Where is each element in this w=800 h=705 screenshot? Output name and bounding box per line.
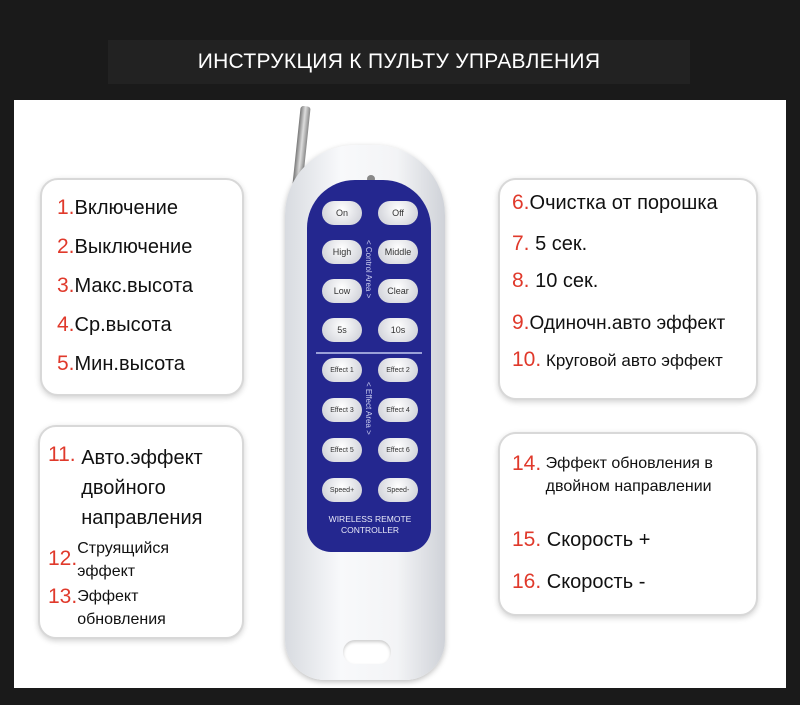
legend-item: 15. Скорость + bbox=[512, 528, 651, 551]
remote-button-speed-plus[interactable]: Speed+ bbox=[322, 478, 362, 502]
legend-item: 14. Эффект обновления в двойном направлении bbox=[512, 452, 713, 495]
brand-line-1: WIRELESS REMOTE bbox=[328, 514, 412, 524]
page-title: ИНСТРУКЦИЯ К ПУЛЬТУ УПРАВЛЕНИЯ bbox=[108, 40, 690, 84]
control-area-label: < Control Area > bbox=[364, 240, 373, 299]
legend-item: 7. 5 сек. bbox=[512, 232, 588, 255]
remote-button-10s[interactable]: 10s bbox=[378, 318, 418, 342]
area-divider bbox=[316, 352, 422, 354]
legend-item: 6.Очистка от порошка bbox=[512, 191, 718, 214]
remote-button-effect-2[interactable]: Effect 2 bbox=[378, 358, 418, 382]
legend-item: 16. Скорость - bbox=[512, 570, 646, 593]
legend-item: 1.Включение bbox=[57, 196, 178, 219]
remote-button-middle[interactable]: Middle bbox=[378, 240, 418, 264]
remote-button-on[interactable]: On bbox=[322, 201, 362, 225]
remote-button-low[interactable]: Low bbox=[322, 279, 362, 303]
remote-button-off[interactable]: Off bbox=[378, 201, 418, 225]
remote-button-effect-6[interactable]: Effect 6 bbox=[378, 438, 418, 462]
effect-area-label: < Effect Area > bbox=[364, 382, 373, 435]
legend-item: 12.Струящийся эффект bbox=[48, 540, 169, 580]
remote-button-effect-4[interactable]: Effect 4 bbox=[378, 398, 418, 422]
remote-button-clear[interactable]: Clear bbox=[378, 279, 418, 303]
legend-item: 3.Макс.высота bbox=[57, 274, 194, 297]
legend-item: 5.Мин.высота bbox=[57, 352, 185, 375]
remote-button-effect-3[interactable]: Effect 3 bbox=[322, 398, 362, 422]
legend-item: 9.Одиночн.авто эффект bbox=[512, 311, 726, 334]
legend-item: 10. Круговой авто эффект bbox=[512, 348, 723, 371]
remote-button-effect-5[interactable]: Effect 5 bbox=[322, 438, 362, 462]
remote-brand-text bbox=[318, 514, 422, 536]
legend-item: 8. 10 сек. bbox=[512, 269, 599, 292]
remote-button-5s[interactable]: 5s bbox=[322, 318, 362, 342]
legend-item: 2.Выключение bbox=[57, 235, 193, 258]
legend-item: 11. Авто.эффект двойного направления bbox=[48, 443, 203, 529]
remote-button-effect-1[interactable]: Effect 1 bbox=[322, 358, 362, 382]
legend-item: 13.Эффект обновления bbox=[48, 585, 166, 628]
remote-button-high[interactable]: High bbox=[322, 240, 362, 264]
lanyard-hole bbox=[343, 640, 391, 664]
legend-item: 4.Ср.высота bbox=[57, 313, 172, 336]
brand-line-2: CONTROLLER bbox=[340, 525, 400, 535]
remote-button-speed-minus[interactable]: Speed- bbox=[378, 478, 418, 502]
